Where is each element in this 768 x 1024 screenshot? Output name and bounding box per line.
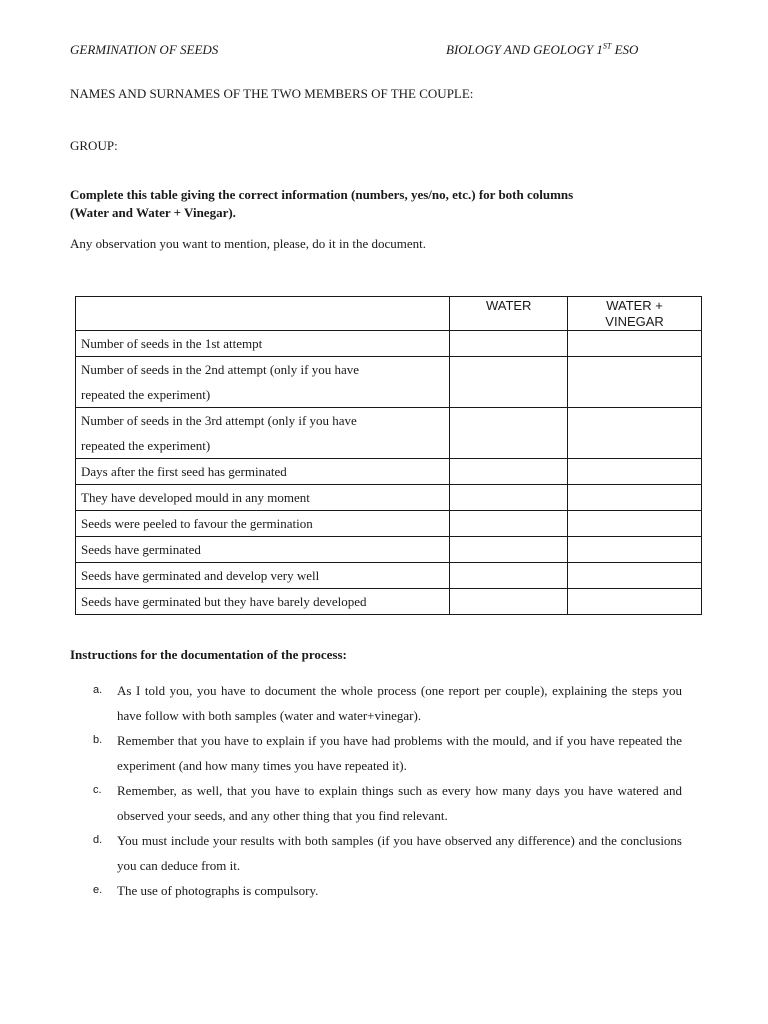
row-label: Seeds were peeled to favour the germination [76,511,450,537]
list-item [90,828,682,878]
header-cell-water-vinegar [568,297,702,331]
vinegar-cell[interactable] [568,331,702,357]
list-item [90,728,682,778]
water-cell[interactable] [450,589,568,615]
list-marker: a. [93,684,103,696]
water-cell[interactable] [450,511,568,537]
header-cell-empty [76,297,450,331]
list-item-text: You must include your results with both samples (if you have observed any difference) and the conclusions you can deduce from it. [117,833,682,873]
vinegar-cell[interactable] [568,485,702,511]
row-label [76,408,450,459]
table-row [76,589,702,615]
vinegar-cell[interactable] [568,408,702,459]
list-item [90,878,682,903]
row-label: Seeds have germinated and develop very well [76,563,450,589]
row-label-line-2: repeated the experiment) [81,438,211,453]
list-item [90,778,682,828]
water-cell[interactable] [450,357,568,408]
table-row [76,563,702,589]
table-row [76,408,702,459]
table-instruction [70,186,573,222]
documentation-steps [90,678,682,903]
vinegar-cell[interactable] [568,563,702,589]
instruction-line-2: (Water and Water + Vinegar). [70,205,236,220]
list-marker: e. [93,884,103,896]
row-label: Seeds have germinated but they have barely developed [76,589,450,615]
water-cell[interactable] [450,485,568,511]
water-cell[interactable] [450,537,568,563]
row-label-line-1: Number of seeds in the 3rd attempt (only if you have [81,413,357,428]
vinegar-cell[interactable] [568,589,702,615]
names-label: NAMES AND SURNAMES OF THE TWO MEMBERS OF THE COUPLE: [70,86,474,101]
row-label-line-1: Number of seeds in the 2nd attempt (only if you have [81,362,359,377]
row-label: Seeds have germinated [76,537,450,563]
header-vinegar: VINEGAR [605,314,664,329]
list-marker: d. [93,834,103,846]
list-item-text: Remember, as well, that you have to explain things such as every how many days you have watered and observed your seeds, and any other thing that you find relevant. [117,783,682,823]
vinegar-cell[interactable] [568,459,702,485]
vinegar-cell[interactable] [568,357,702,408]
list-item-text: The use of photographs is compulsory. [117,883,319,898]
row-label [76,357,450,408]
table-row [76,459,702,485]
group-label: GROUP: [70,138,118,153]
water-cell[interactable] [450,331,568,357]
list-item-text: As I told you, you have to document the whole process (one report per couple), explaining the steps you have follow with both samples (water and water+vinegar). [117,683,682,723]
header-subject-sup: ST [602,41,612,51]
vinegar-cell[interactable] [568,511,702,537]
header-water-plus: WATER + [606,298,663,313]
row-label: Days after the first seed has germinated [76,459,450,485]
seed-table [75,296,702,615]
table-row [76,485,702,511]
list-marker: c. [93,784,102,796]
water-cell[interactable] [450,563,568,589]
header-subject-main: BIOLOGY AND GEOLOGY 1 [446,42,603,57]
table-header-row [76,297,702,331]
row-label-line-2: repeated the experiment) [81,387,211,402]
list-item [90,678,682,728]
header-cell-water: WATER [450,297,568,331]
table-row [76,511,702,537]
header-subject-tail: ESO [611,42,639,57]
table-row [76,537,702,563]
row-label: Number of seeds in the 1st attempt [76,331,450,357]
row-label: They have developed mould in any moment [76,485,450,511]
list-marker: b. [93,734,103,746]
table-row [76,331,702,357]
header-subject [446,42,638,58]
header-title: GERMINATION OF SEEDS [70,42,219,57]
observation-note: Any observation you want to mention, please, do it in the document. [70,236,426,251]
documentation-title: Instructions for the documentation of the process: [70,647,347,662]
list-item-text: Remember that you have to explain if you have had problems with the mould, and if you have repeated the experiment (and how many times you have repeated it). [117,733,682,773]
water-cell[interactable] [450,408,568,459]
vinegar-cell[interactable] [568,537,702,563]
table-row [76,357,702,408]
water-cell[interactable] [450,459,568,485]
instruction-line-1: Complete this table giving the correct information (numbers, yes/no, etc.) for both columns [70,187,574,202]
